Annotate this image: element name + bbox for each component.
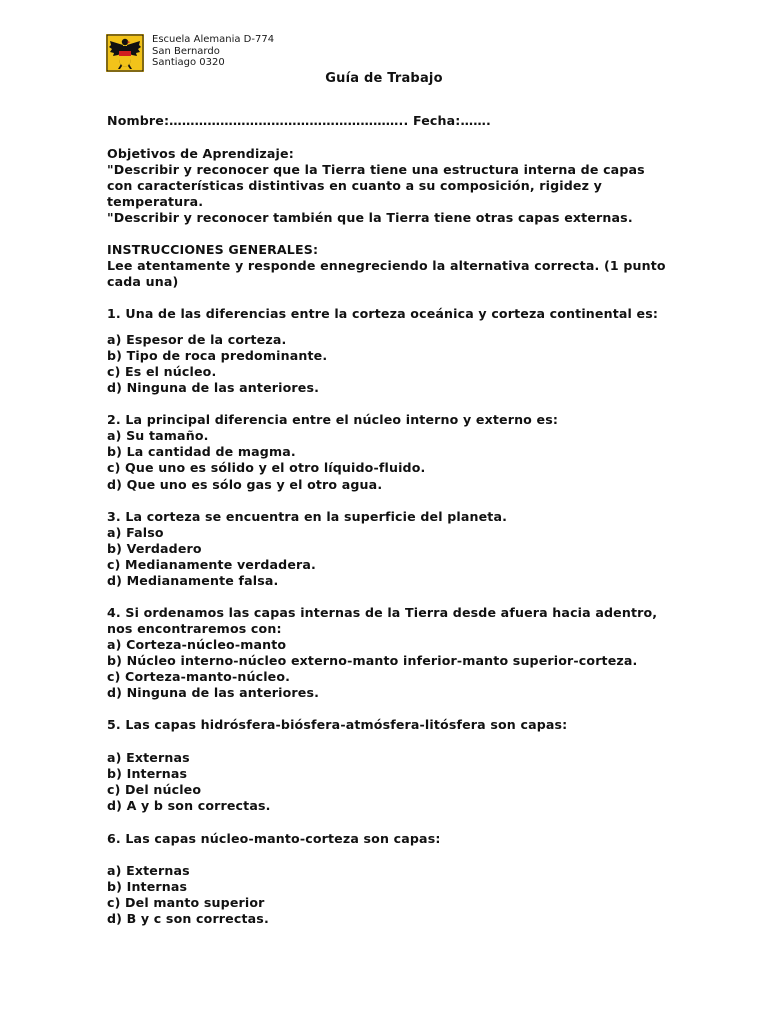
- question-1-text: 1. Una de las diferencias entre la corteza oceánica y corteza continental es:: [107, 306, 659, 321]
- school-address-line1: San Bernardo: [152, 45, 220, 57]
- german-eagle-crest-icon: [106, 34, 144, 72]
- question-option: a) Externas: [107, 750, 190, 765]
- question-option: a) Espesor de la corteza.: [107, 332, 287, 347]
- question-option: b) Núcleo interno-núcleo externo-manto inferior-manto superior-corteza.: [107, 653, 638, 668]
- objective-line: con características distintivas en cuanto a su composición, rigidez y: [107, 178, 602, 193]
- objective-line: "Describir y reconocer también que la Tierra tiene otras capas externas.: [107, 210, 633, 225]
- question-option: d) Ninguna de las anteriores.: [107, 380, 320, 395]
- instructions-line: Lee atentamente y responde ennegreciendo la alternativa correcta. (1 punto: [107, 258, 666, 273]
- instructions-line: cada una): [107, 274, 179, 289]
- page-title: Guía de Trabajo: [325, 71, 443, 86]
- school-address-line2: Santiago 0320: [152, 57, 225, 68]
- name-date-line: Nombre:……………………………………………….. Fecha:…….: [107, 113, 491, 128]
- question-5-text: 5. Las capas hidrósfera-biósfera-atmósfera-litósfera son capas:: [107, 717, 568, 732]
- question-6-text: 6. Las capas núcleo-manto-corteza son capas:: [107, 831, 441, 846]
- question-option: b) La cantidad de magma.: [107, 444, 296, 459]
- question-3-text: 3. La corteza se encuentra en la superficie del planeta.: [107, 509, 508, 524]
- objective-line: "Describir y reconocer que la Tierra tiene una estructura interna de capas: [107, 162, 645, 177]
- question-option: c) Medianamente verdadera.: [107, 557, 316, 572]
- question-option: a) Externas: [107, 863, 190, 878]
- question-4-text-cont: nos encontraremos con:: [107, 621, 282, 636]
- question-option: d) B y c son correctas.: [107, 911, 269, 926]
- question-option: c) Del núcleo: [107, 782, 202, 797]
- question-4-text: 4. Si ordenamos las capas internas de la Tierra desde afuera hacia adentro,: [107, 605, 658, 620]
- instructions-heading: INSTRUCCIONES GENERALES:: [107, 242, 319, 257]
- question-option: d) Medianamente falsa.: [107, 573, 279, 588]
- question-option: b) Verdadero: [107, 541, 202, 556]
- question-2-text: 2. La principal diferencia entre el núcleo interno y externo es:: [107, 412, 559, 427]
- question-option: d) Ninguna de las anteriores.: [107, 685, 320, 700]
- question-option: d) Que uno es sólo gas y el otro agua.: [107, 477, 383, 492]
- question-option: c) Que uno es sólido y el otro líquido-fluido.: [107, 460, 426, 475]
- question-option: a) Su tamaño.: [107, 428, 209, 443]
- question-option: b) Tipo de roca predominante.: [107, 348, 328, 363]
- question-option: b) Internas: [107, 766, 188, 781]
- question-option: d) A y b son correctas.: [107, 798, 271, 813]
- question-option: c) Corteza-manto-núcleo.: [107, 669, 291, 684]
- school-name: Escuela Alemania D-774: [152, 34, 275, 45]
- question-option: a) Corteza-núcleo-manto: [107, 637, 287, 652]
- school-info: [152, 34, 274, 69]
- question-option: c) Del manto superior: [107, 895, 265, 910]
- question-option: a) Falso: [107, 525, 164, 540]
- objective-line: temperatura.: [107, 194, 204, 209]
- objectives-heading: Objetivos de Aprendizaje:: [107, 146, 294, 161]
- question-option: c) Es el núcleo.: [107, 364, 217, 379]
- question-option: b) Internas: [107, 879, 188, 894]
